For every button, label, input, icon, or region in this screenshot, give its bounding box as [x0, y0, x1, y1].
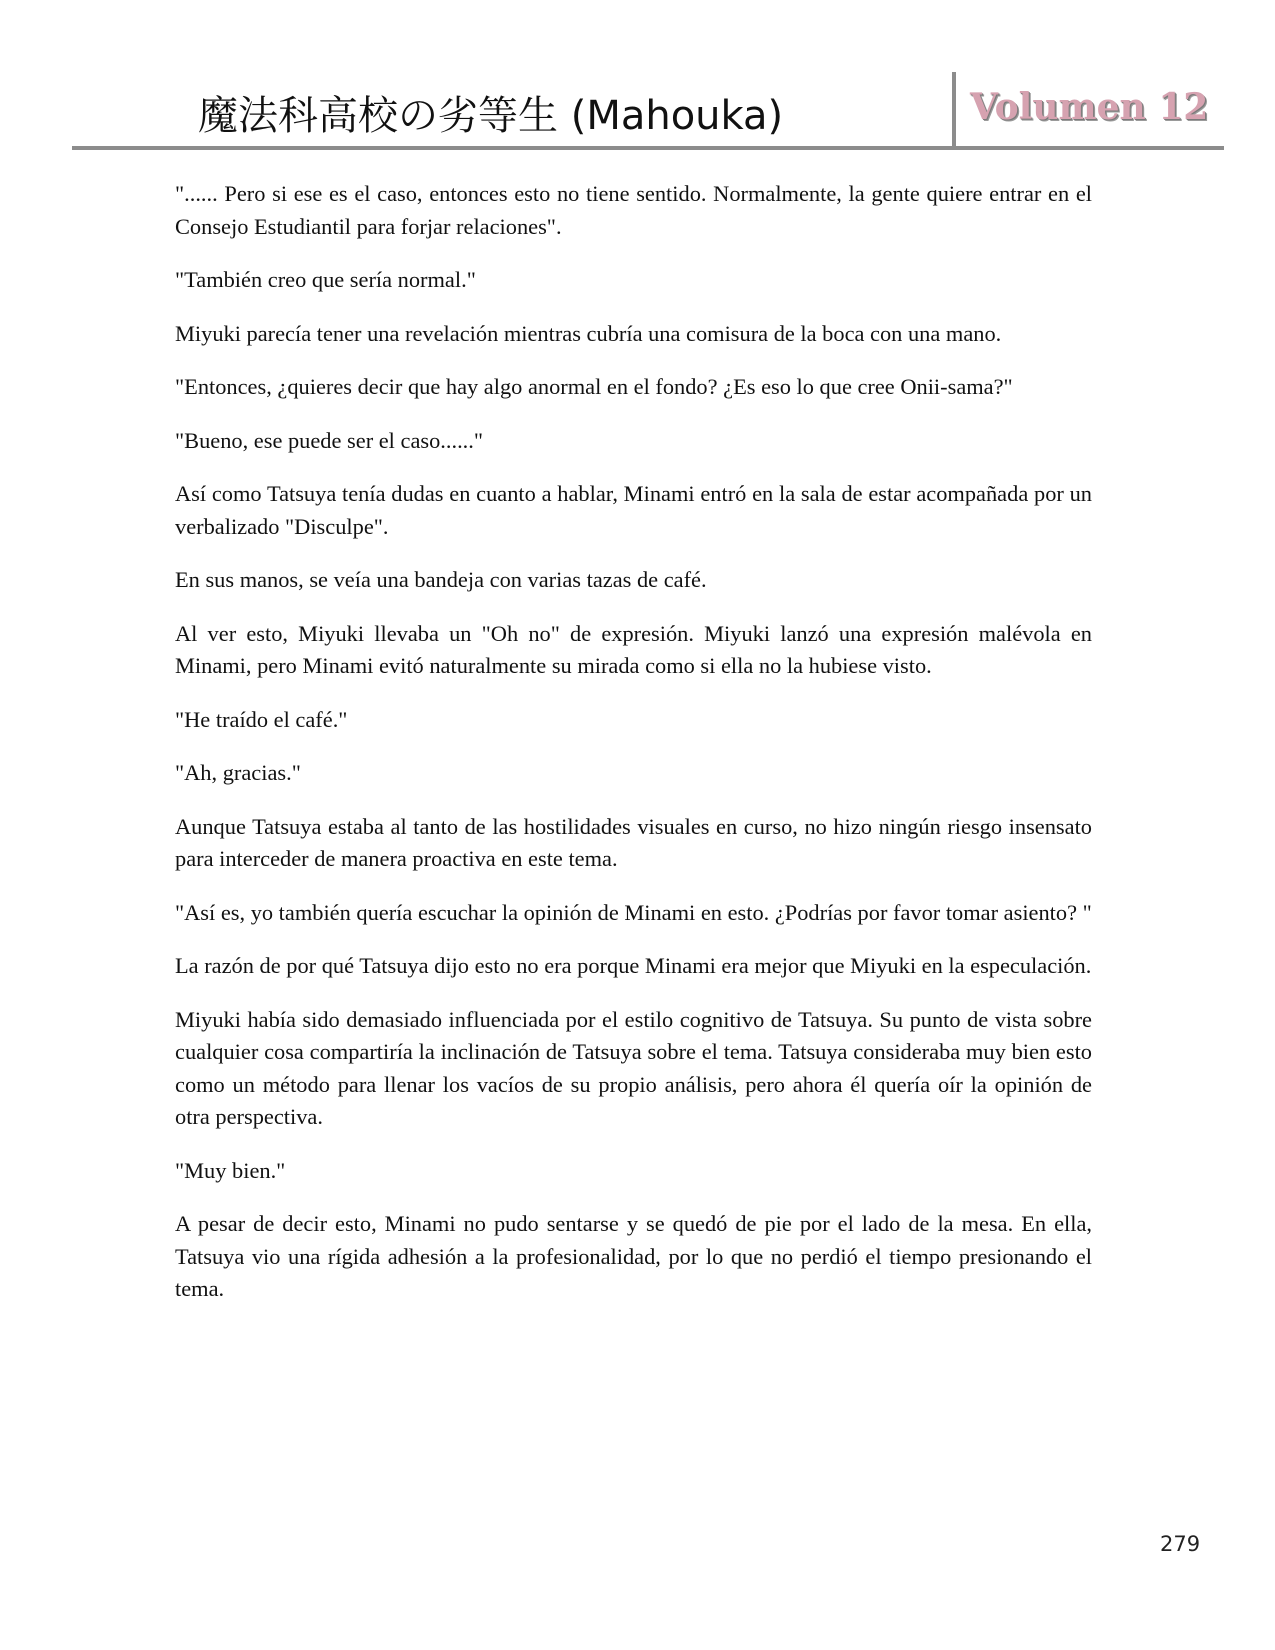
volume-label: Volumen 12	[970, 86, 1209, 128]
paragraph: En sus manos, se veía una bandeja con varias tazas de café.	[175, 567, 707, 592]
paragraph: Miyuki parecía tener una revelación mientras cubría una comisura de la boca con una mano.	[175, 320, 1002, 346]
paragraph: "También creo que sería normal."	[175, 267, 476, 292]
paragraph: Al ver esto, Miyuki llevaba un "Oh no" de expresión. Miyuki lanzó una expresión malévola en Minami, pero Minami evitó naturalmente su mirada como si ella no la hubiese visto.	[175, 620, 1092, 678]
paragraph: La razón de por qué Tatsuya dijo esto no era porque Minami era mejor que Miyuki en la especulación.	[175, 953, 1092, 978]
paragraph: Miyuki había sido demasiado influenciada por el estilo cognitivo de Tatsuya. Su punto de vista sobre cualquier cosa compartiría la inclinación de Tatsuya sobre el tema. Tatsuya consideraba muy bien esto como un método para llenar los vacíos de su propio análisis, pero ahora él quería oír la opinión de otra perspectiva.	[175, 1006, 1092, 1129]
paragraph: "Bueno, ese puede ser el caso......"	[175, 427, 484, 453]
page-header	[72, 68, 1224, 150]
book-title: 魔法科高校の劣等生 (Mahouka)	[198, 93, 784, 139]
body-text	[175, 178, 1092, 1327]
page-number: 279	[1160, 1532, 1201, 1556]
paragraph: "Así es, yo también quería escuchar la opinión de Minami en esto. ¿Podrías por favor tomar asiento? "	[175, 899, 1092, 925]
header-vertical-divider	[952, 72, 956, 148]
paragraph: Aunque Tatsuya estaba al tanto de las hostilidades visuales en curso, no hizo ningún riesgo insensato para interceder de manera proactiva en este tema.	[175, 813, 1092, 871]
paragraph: A pesar de decir esto, Minami no pudo sentarse y se quedó de pie por el lado de la mesa. En ella, Tatsuya vio una rígida adhesión a la profesionalidad, por lo que no perdió el tiempo presionando el tema.	[175, 1211, 1092, 1301]
paragraph: "Ah, gracias."	[175, 760, 301, 785]
paragraph: "...... Pero si ese es el caso, entonces esto no tiene sentido. Normalmente, la gente quiere entrar en el Consejo Estudiantil para forjar relaciones".	[175, 181, 1092, 239]
header-rule	[72, 146, 1224, 150]
paragraph: "He traído el café."	[175, 706, 348, 732]
paragraph: Así como Tatsuya tenía dudas en cuanto a hablar, Minami entró en la sala de estar acompañada por un verbalizado "Disculpe".	[175, 481, 1092, 539]
paragraph: "Muy bien."	[175, 1157, 286, 1183]
paragraph: "Entonces, ¿quieres decir que hay algo anormal en el fondo? ¿Es eso lo que cree Onii-sama?"	[175, 374, 1013, 399]
